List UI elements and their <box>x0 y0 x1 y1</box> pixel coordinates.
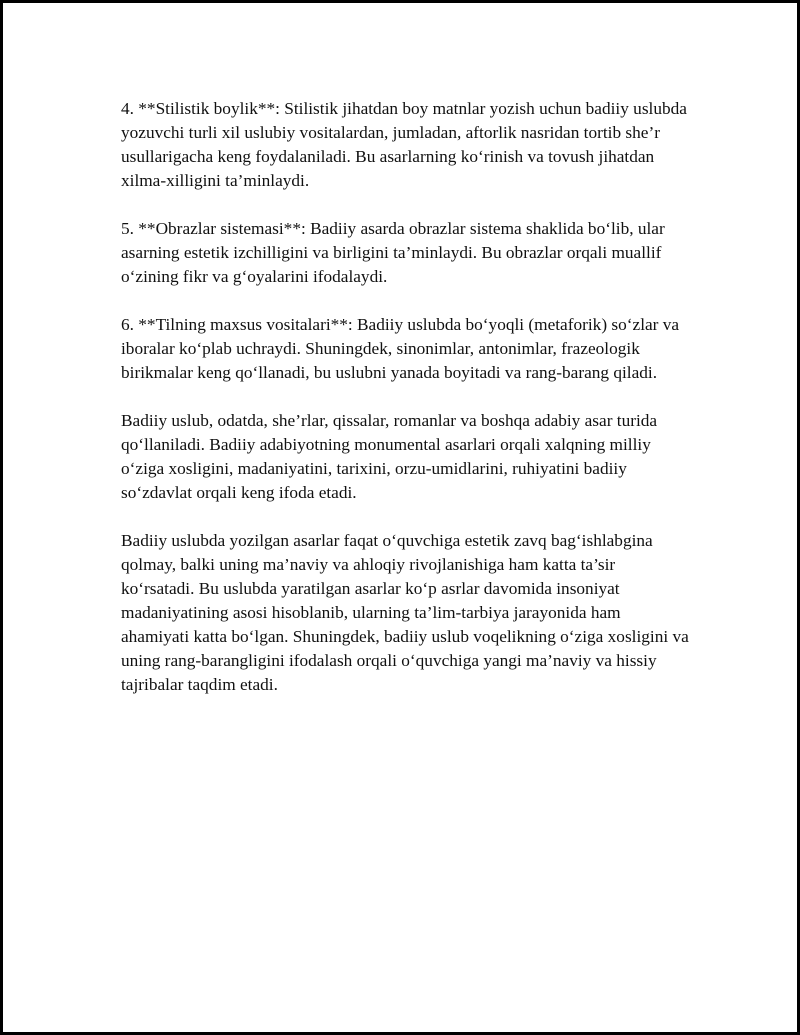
paragraph-obrazlar-sistemasi: 5. **Obrazlar sistemasi**: Badiiy asarda obrazlar sistema shaklida bo‘lib, ular asarning estetik izchilligini va birligini ta’minlaydi. Bu obrazlar orqali muallif o‘zining fikr va g‘oyalarini ifodalaydi. <box>121 219 665 286</box>
paragraph-stilistik-boylik: 4. **Stilistik boylik**: Stilistik jihatdan boy matnlar yozish uchun badiiy uslubda yozuvchi turli xil uslubiy vositalardan, jumladan, aftorlik nasridan tortib she’r usullarigacha keng foydalaniladi. Bu asarlarning ko‘rinish va tovush jihatdan xilma-xilligini ta’minlaydi. <box>121 99 687 190</box>
paragraph-badiiy-uslub-impact: Badiiy uslubda yozilgan asarlar faqat o‘quvchiga estetik zavq bag‘ishlabgina qolmay, balki uning ma’naviy va ahloqiy rivojlanishiga ham katta ta’sir ko‘rsatadi. Bu uslubda yaratilgan asarlar ko‘p asrlar davomida insoniyat madaniyatining asosi hisoblanib, ularning ta’lim-tarbiya jarayonida ham ahamiyati katta bo‘lgan. Shuningdek, badiiy uslub voqelikning o‘ziga xosligini va uning rang-barangligini ifodalash orqali o‘quvchiga yangi ma’naviy va hissiy tajribalar taqdim etadi. <box>121 531 689 694</box>
paragraph-tilning-maxsus-vositalari: 6. **Tilning maxsus vositalari**: Badiiy uslubda bo‘yoqli (metaforik) so‘zlar va iboralar ko‘plab uchraydi. Shuningdek, sinonimlar, antonimlar, frazeologik birikmalar keng qo‘llanadi, bu uslubni yanada boyitadi va rang-barang qiladi. <box>121 315 680 382</box>
paragraph-badiiy-uslub-usage: Badiiy uslub, odatda, she’rlar, qissalar, romanlar va boshqa adabiy asar turida qo‘llaniladi. Badiiy adabiyotning monumental asarlari orqali xalqning milliy o‘ziga xosligini, madaniyatini, tarixini, orzu-umidlarini, ruhiyatini badiiy so‘zdavlat orqali keng ifoda etadi. <box>121 411 658 502</box>
document-body <box>121 97 691 721</box>
